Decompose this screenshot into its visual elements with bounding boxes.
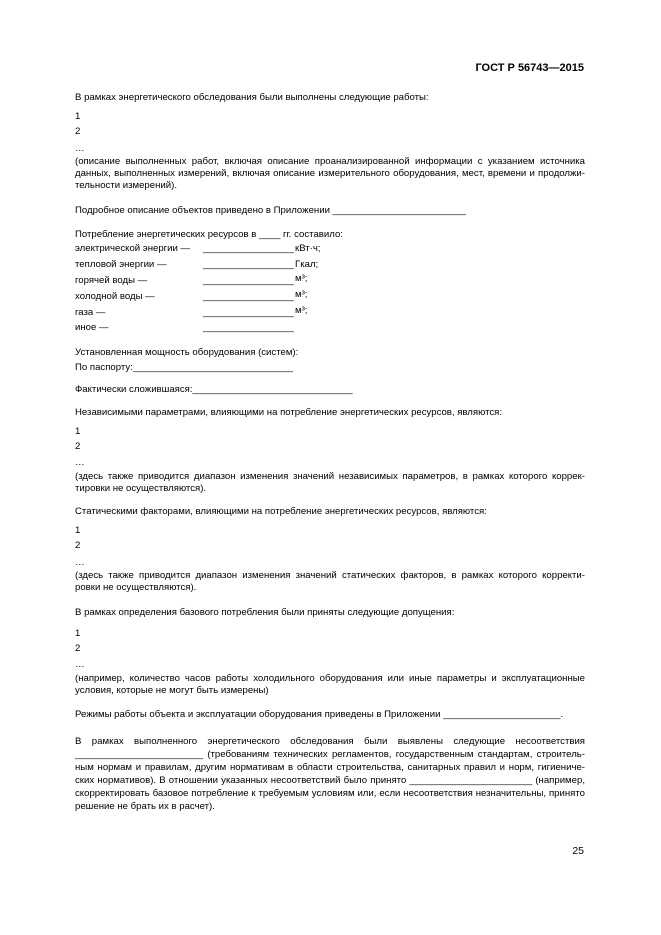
nonconformities-line-6: решение не брать их в расчет). [75,801,215,812]
assumptions-intro: В рамках определения базового потребления были приняты следующие допущения: [75,607,455,618]
consumption-unit-hot-water: м³; [295,273,308,284]
consumption-title: Потребление энергетических ресурсов в ____ гг. составило: [75,229,343,240]
consumption-label-cold-water: холодной воды — [75,291,155,302]
independent-note-line-2: тировки не осуществляются). [75,483,207,494]
consumption-label-other: иное — [75,322,109,333]
nonconformities-line-2: ________________________ (требованиям технических регламентов, государственным стандартам, строитель- [75,749,585,760]
works-note-line-1: (описание выполненных работ, включая описание проанализированной информации с указанием источника [75,156,585,167]
static-item-ellipsis: … [75,557,85,568]
independent-item-1: 1 [75,426,81,437]
nonconformities-line-4: ских нормативов). В отношении указанных несоответствий было принято _______________________ (например, [75,775,585,786]
consumption-blank-other: _________________ [203,322,294,333]
modes-appendix-line: Режимы работы объекта и эксплуатации оборудования приведены в Приложении ______________________. [75,709,564,720]
document-header: ГОСТ Р 56743—2015 [475,62,584,74]
works-intro: В рамках энергетического обследования были выполнены следующие работы: [75,92,429,103]
works-item-ellipsis: … [75,143,85,154]
consumption-label-heat: тепловой энергии — [75,259,167,270]
static-note-line-1: (здесь также приводится диапазон изменения значений статических факторов, в рамках которого корректи- [75,570,585,581]
assumptions-item-2: 2 [75,643,81,654]
works-item-2: 2 [75,126,81,137]
nonconformities-line-5: скорректировать базовое потребление к требуемым условиям или, если несоответствия незначительны, принято [75,788,585,799]
static-item-2: 2 [75,540,81,551]
assumptions-item-ellipsis: … [75,659,85,670]
independent-item-2: 2 [75,441,81,452]
consumption-blank-heat: _________________ [203,259,294,270]
consumption-unit-electric: кВт·ч; [295,243,321,254]
consumption-blank-electric: _________________ [203,243,294,254]
works-note-line-2: данных, выполненных измерений, включая описание измерительного оборудования, мест, времени и продолжи- [75,168,585,179]
consumption-label-electric: электрической энергии — [75,243,191,254]
power-title: Установленная мощность оборудования (систем): [75,347,299,358]
works-note-line-3: тельности измерений). [75,180,177,191]
nonconformities-line-1: В рамках выполненного энергетического обследования были выявлены следующие несоответствия [75,736,585,747]
independent-note-line-1: (здесь также приводится диапазон изменения значений независимых параметров, в рамках которого коррек- [75,471,585,482]
static-item-1: 1 [75,525,81,536]
consumption-unit-heat: Гкал; [295,259,319,270]
page-number: 25 [572,845,584,857]
nonconformities-line-3: ным нормам и правилам, другим нормативам в области строительства, санитарных правил и норм, гигиениче- [75,762,585,773]
consumption-blank-gas: _________________ [203,307,294,318]
consumption-unit-cold-water: м³; [295,289,308,300]
objects-appendix-line: Подробное описание объектов приведено в Приложении _________________________ [75,205,466,216]
independent-item-ellipsis: … [75,457,85,468]
consumption-blank-hot-water: _________________ [203,275,294,286]
independent-intro: Независимыми параметрами, влияющими на потребление энергетических ресурсов, являются: [75,407,503,418]
consumption-unit-gas: м³; [295,305,308,316]
assumptions-note-line-2: условия, которые не могут быть измерены) [75,685,269,696]
assumptions-note-line-1: (например, количество часов работы холодильного оборудования или иные параметры и эксплуатационные [75,673,585,684]
assumptions-item-1: 1 [75,628,81,639]
power-actual: Фактически сложившаяся:______________________________ [75,384,353,395]
consumption-label-gas: газа — [75,307,106,318]
consumption-label-hot-water: горячей воды — [75,275,148,286]
static-intro: Статическими факторами, влияющими на потребление энергетических ресурсов, являются: [75,506,487,517]
power-passport: По паспорту:______________________________ [75,362,293,373]
works-item-1: 1 [75,111,81,122]
consumption-blank-cold-water: _________________ [203,291,294,302]
static-note-line-2: ровки не осуществляются). [75,582,197,593]
